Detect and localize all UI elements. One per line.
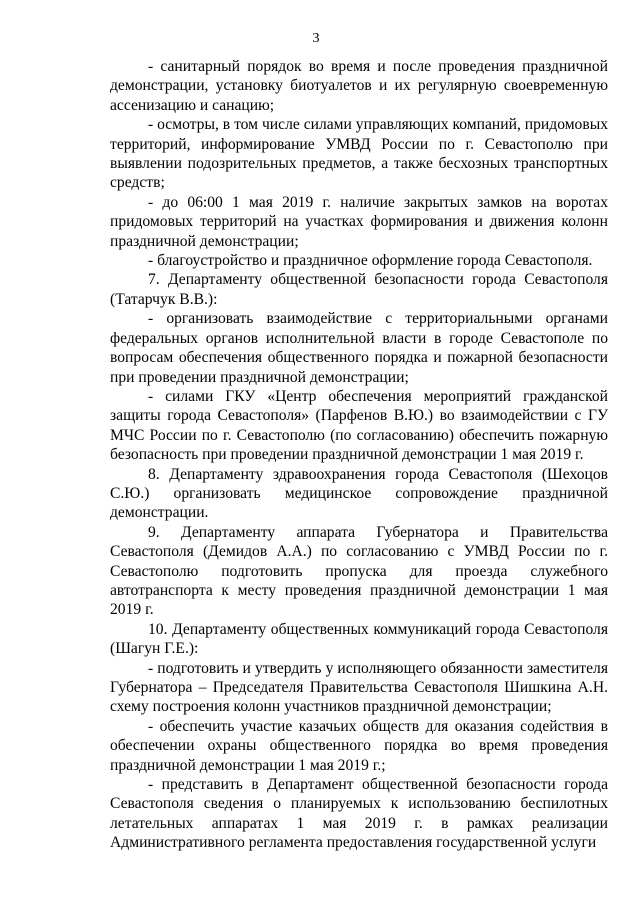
paragraph-sanitary-order: - санитарный порядок во время и после проведения праздничной демонстрации, установку биотуалетов и их регулярную своевременную ассенизацию и санацию;	[110, 58, 608, 114]
paragraph-fire-safety: - силами ГКУ «Центр обеспечения мероприятий гражданской защиты города Севастополя» (Парфенов В.Ю.) во взаимодействии с ГУ МЧС России по г. Севастополю (по согласованию) обеспечить пожарную безопасность при проведении праздничной демонстрации 1 мая 2019 г.	[110, 387, 608, 464]
paragraph-decoration: - благоустройство и праздничное оформление города Севастополя.	[148, 252, 593, 270]
paragraph-item-10: 10. Департаменту общественных коммуникаций города Севастополя (Шагун Г.Е.):	[110, 620, 608, 658]
paragraph-item-8: 8. Департаменту здравоохранения города Севастополя (Шехоцов С.Ю.) организовать медицинское сопровождение праздничной демонстрации.	[110, 465, 608, 522]
paragraph-item-9: 9. Департаменту аппарата Губернатора и Правительства Севастополя (Демидов А.А.) по согласованию с УМВД России по г. Севастополю подготовить пропуска для проезда служебного автотранспорта к месту проведения праздничной демонстрации 1 мая 2019 г.	[110, 523, 608, 619]
paragraph-column-scheme: - подготовить и утвердить у исполняющего обязанности заместителя Губернатора – Председателя Правительства Севастополя Шишкина А.Н. схему построения колонн участников праздничной демонстрации;	[110, 659, 608, 716]
paragraph-interaction: - организовать взаимодействие с территориальными органами федеральных органов исполнительной власти в городе Севастополе по вопросам обеспечения общественного порядка и пожарной безопасности при проведении праздничной демонстрации;	[110, 310, 608, 386]
document-body	[110, 57, 608, 853]
paragraph-drones: - представить в Департамент общественной безопасности города Севастополя сведения о планируемых к использованию беспилотных летательных аппаратах 1 мая 2019 г. в рамках реализации Административного регламента предоставления государственной услуги	[110, 776, 608, 852]
paragraph-cossack-societies: - обеспечить участие казачьих обществ для оказания содействия в обеспечении охраны общественного порядка во время проведения праздничной демонстрации 1 мая 2019 г.;	[110, 717, 608, 774]
paragraph-item-7: 7. Департаменту общественной безопасности города Севастополя (Татарчук В.В.):	[110, 271, 608, 308]
page-number: 3	[312, 31, 320, 46]
paragraph-inspections: - осмотры, в том числе силами управляющих компаний, придомовых территорий, информирование УМВД России по г. Севастополю при выявлении подозрительных предметов, а также бесхозных транспортных средств;	[110, 116, 608, 192]
paragraph-locks: - до 06:00 1 мая 2019 г. наличие закрытых замков на воротах придомовых территорий на участках формирования и движения колонн праздничной демонстрации;	[110, 193, 608, 250]
